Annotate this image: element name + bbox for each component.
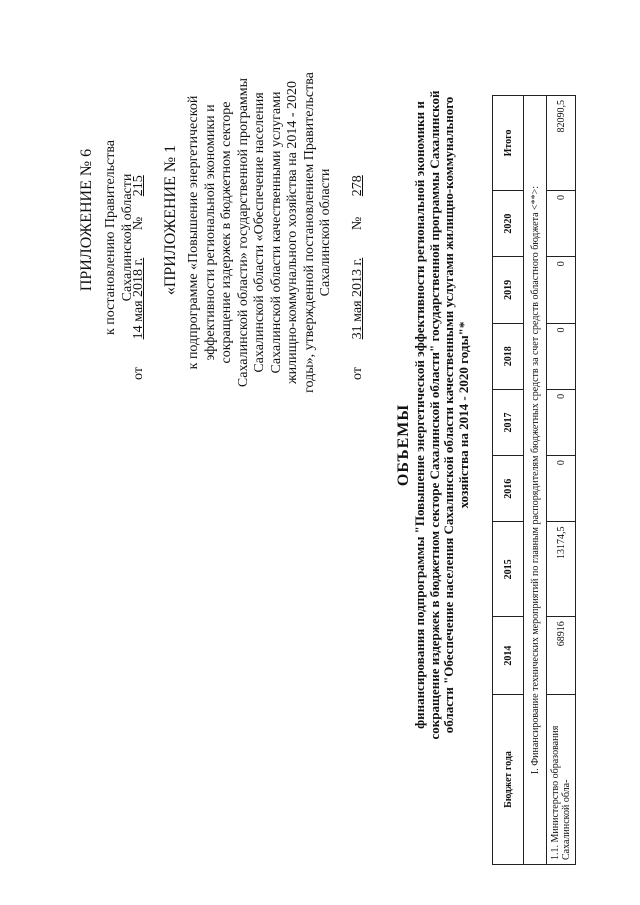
volumes-heading: ОБЪЕМЫ <box>395 403 412 487</box>
cell-total: 82090,5 <box>547 96 576 191</box>
cell-2017: 0 <box>547 389 576 455</box>
cell-2014: 68916 <box>547 617 576 695</box>
subprogram-reference-text: к подпрограмме «Повышение энергетической эффективности региональной экономики и сокращение издержек в бюджетном секторе Сахалинской области» государственной программы Сахалинской области «Обеспечение населения Сахалинской области качественными услугами жилищно-коммунального хозяйства на 2014 - 2020 годы», утвержденной постановлением Правительства Сахалинской области <box>186 72 333 393</box>
table-section-row <box>524 96 547 865</box>
appendix-line-2: Сахалинской области <box>120 173 135 302</box>
header-2015: 2015 <box>493 522 524 617</box>
header-2019: 2019 <box>493 257 524 323</box>
subprogram-number: 278 <box>350 175 365 197</box>
appendix-title: ПРИЛОЖЕНИЕ № 6 <box>78 148 95 292</box>
cell-2015: 13174,5 <box>547 522 576 617</box>
appendix-number: 215 <box>131 175 146 197</box>
subprogram-date: 31 мая 2013 г. <box>350 257 365 340</box>
appendix-num-sign: № <box>131 216 146 231</box>
subprogram-num-sign: № <box>350 216 365 231</box>
cell-2019: 0 <box>547 257 576 323</box>
section-title: I. Финансирование технических мероприятий по главным распорядителям бюджетных средств за счет средств областного бюджета <**>: <box>524 96 547 865</box>
header-2020: 2020 <box>493 190 524 256</box>
subprogram-date-prefix: от <box>350 367 365 380</box>
header-budget-year: Бюджет года <box>493 695 524 865</box>
volumes-description: финансирования подпрограммы "Повышение энергетической эффективности региональной экономики и сокращение издержек в бюджетном секторе Сахалинской области" государственной программы Сахалинской области "Обеспечение населения Сахалинской области качественными услугами жилищно-коммунального хозяйства на 2014 - 2020 годы"* <box>412 90 471 740</box>
appendix-date: 14 мая 2018 г. <box>131 257 146 340</box>
cell-2020: 0 <box>547 190 576 256</box>
header-2018: 2018 <box>493 323 524 389</box>
header-2014: 2014 <box>493 617 524 695</box>
subprogram-appendix-title: «ПРИЛОЖЕНИЕ № 1 <box>162 144 179 296</box>
appendix-date-prefix: от <box>131 367 146 380</box>
row-name: 1.1. Министерство образования Сахалинской обла- <box>547 695 576 865</box>
appendix-line-1: к постановлению Правительства <box>103 139 118 336</box>
appendix-date-line <box>131 95 147 380</box>
financing-table <box>492 95 576 865</box>
cell-2018: 0 <box>547 323 576 389</box>
header-2016: 2016 <box>493 456 524 522</box>
table-header-row <box>493 96 524 865</box>
subprogram-date-line <box>350 95 366 380</box>
table-row <box>547 96 576 865</box>
header-2017: 2017 <box>493 389 524 455</box>
header-total: Итого <box>493 96 524 191</box>
cell-2016: 0 <box>547 456 576 522</box>
